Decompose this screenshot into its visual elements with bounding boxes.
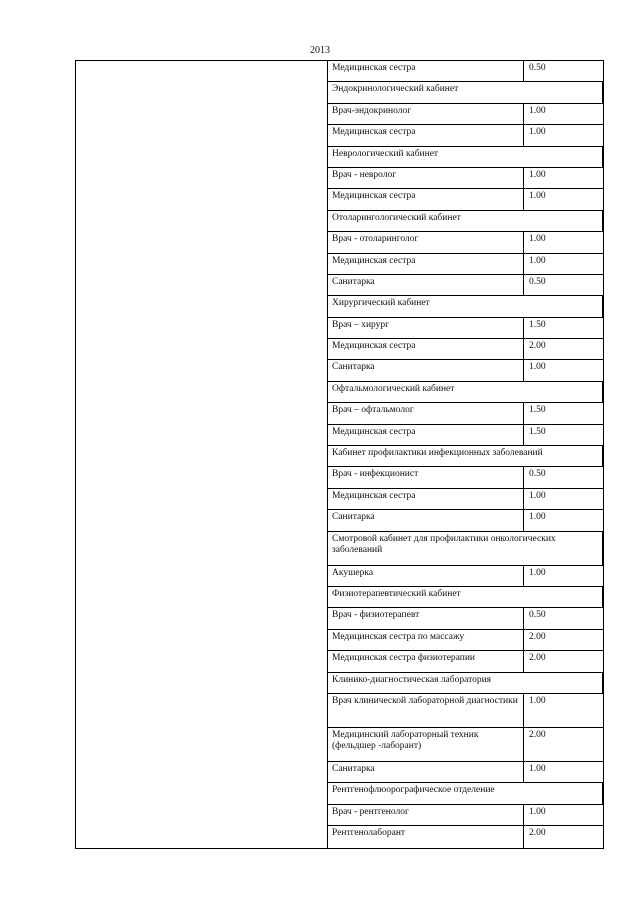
- section-header-row: [328, 82, 603, 103]
- staff-rate-cell: 1.50: [529, 426, 546, 437]
- staff-rate-cell: 1.00: [529, 695, 546, 706]
- page-year: 2013: [310, 45, 330, 56]
- section-header-row: [328, 446, 603, 467]
- table-row: [328, 728, 603, 762]
- table-row: [328, 467, 603, 488]
- staff-rate-cell: 1.00: [529, 105, 546, 116]
- position-name-cell: Рентгенолаборант: [328, 826, 524, 847]
- section-header-row: [328, 382, 603, 403]
- position-name-cell: Врач – хирург: [328, 318, 524, 338]
- position-name-cell: Врач - невролог: [328, 168, 524, 188]
- section-title: Отоларингологический кабинет: [328, 211, 603, 231]
- table-row: [328, 61, 603, 82]
- section-title: Неврологический кабинет: [328, 147, 603, 167]
- position-name-cell: Врач-эндокринолог: [328, 104, 524, 124]
- position-name-cell: Врач - физиотерапевт: [328, 608, 524, 628]
- staff-rate-cell: 1.00: [529, 490, 546, 501]
- staff-rate-cell: 1.00: [529, 806, 546, 817]
- staff-rate-cell: 1.00: [529, 169, 546, 180]
- section-header-row: [328, 673, 603, 694]
- table-row: [328, 339, 603, 360]
- staff-rate-cell: 1.00: [529, 127, 546, 138]
- table-row: [328, 104, 603, 125]
- section-title: Физиотерапевтический кабинет: [328, 587, 603, 607]
- section-header-row: [328, 296, 603, 317]
- section-title: Хирургический кабинет: [328, 296, 603, 316]
- position-name-cell: Медицинская сестра физиотерапии: [328, 651, 524, 671]
- staff-rate-cell: 0.50: [529, 469, 546, 480]
- table-row: [328, 403, 603, 424]
- position-name-cell: Медицинская сестра: [328, 125, 524, 145]
- table-row: [328, 189, 603, 210]
- table-row: [328, 762, 603, 783]
- section-title: Кабинет профилактики инфекционных заболеваний: [328, 446, 603, 466]
- position-name-cell: Медицинская сестра: [328, 189, 524, 209]
- section-title: Офтальмологический кабинет: [328, 382, 603, 402]
- empty-left-column: [76, 61, 328, 848]
- table-row: [328, 651, 603, 672]
- section-header-row: [328, 587, 603, 608]
- staffing-table: [75, 60, 604, 849]
- table-row: [328, 254, 603, 275]
- staff-rate-cell: 0.50: [529, 610, 546, 621]
- section-title: Клинико-диагностическая лаборатория: [328, 673, 603, 693]
- position-name-cell: Врач – офтальмолог: [328, 403, 524, 423]
- staff-rate-cell: 1.00: [529, 512, 546, 523]
- table-row: [328, 168, 603, 189]
- staff-rate-cell: 1.00: [529, 567, 546, 578]
- staff-rate-cell: 0.50: [529, 276, 546, 287]
- section-title: Смотровой кабинет для профилактики онкологических заболеваний: [328, 532, 603, 565]
- staff-rate-cell: 1.00: [529, 255, 546, 266]
- position-name-cell: Врач - отоларинголог: [328, 232, 524, 252]
- position-name-cell: Врач - рентгенолог: [328, 805, 524, 825]
- table-row: [328, 510, 603, 531]
- position-name-cell: Медицинская сестра: [328, 254, 524, 274]
- position-name-cell: Санитарка: [328, 275, 524, 295]
- section-header-row: [328, 532, 603, 566]
- staff-rate-cell: 2.00: [529, 341, 546, 352]
- table-row: [328, 232, 603, 253]
- position-name-cell: Санитарка: [328, 510, 524, 530]
- position-name-cell: Медицинская сестра: [328, 489, 524, 509]
- section-header-row: [328, 147, 603, 168]
- position-name-cell: Акушерка: [328, 566, 524, 586]
- position-name-cell: Санитарка: [328, 360, 524, 380]
- section-title: Эндокринологический кабинет: [328, 82, 603, 102]
- position-name-cell: Врач клинической лабораторной диагностики: [328, 694, 524, 727]
- table-row: [328, 125, 603, 146]
- table-row: [328, 826, 603, 847]
- table-row: [328, 608, 603, 629]
- table-row: [328, 425, 603, 446]
- position-name-cell: Медицинская сестра: [328, 339, 524, 359]
- table-row: [328, 489, 603, 510]
- position-name-cell: Медицинский лабораторный техник (фельдшер -лаборант): [328, 728, 524, 761]
- staff-rate-cell: 2.00: [529, 828, 546, 839]
- section-title: Рентгенофлюорографическое отделение: [328, 783, 603, 803]
- staff-positions-column: [328, 61, 603, 848]
- section-header-row: [328, 211, 603, 232]
- position-name-cell: Врач - инфекционист: [328, 467, 524, 487]
- staff-rate-cell: 1.50: [529, 405, 546, 416]
- staff-rate-cell: 1.00: [529, 763, 546, 774]
- staff-rate-cell: 2.00: [529, 631, 546, 642]
- staff-rate-cell: 0.50: [529, 63, 546, 73]
- table-row: [328, 360, 603, 381]
- position-name-cell: Санитарка: [328, 762, 524, 782]
- staff-rate-cell: 2.00: [529, 729, 546, 740]
- table-row: [328, 805, 603, 826]
- staff-rate-cell: 1.50: [529, 319, 546, 330]
- staff-rate-cell: 1.00: [529, 234, 546, 245]
- table-row: [328, 630, 603, 651]
- staff-rate-cell: 2.00: [529, 653, 546, 664]
- table-row: [328, 694, 603, 728]
- position-name-cell: Медицинская сестра: [328, 61, 524, 81]
- staff-rate-cell: 1.00: [529, 191, 546, 202]
- section-header-row: [328, 783, 603, 804]
- table-row: [328, 275, 603, 296]
- position-name-cell: Медицинская сестра: [328, 425, 524, 445]
- table-row: [328, 566, 603, 587]
- staff-rate-cell: 1.00: [529, 362, 546, 373]
- table-row: [328, 318, 603, 339]
- position-name-cell: Медицинская сестра по массажу: [328, 630, 524, 650]
